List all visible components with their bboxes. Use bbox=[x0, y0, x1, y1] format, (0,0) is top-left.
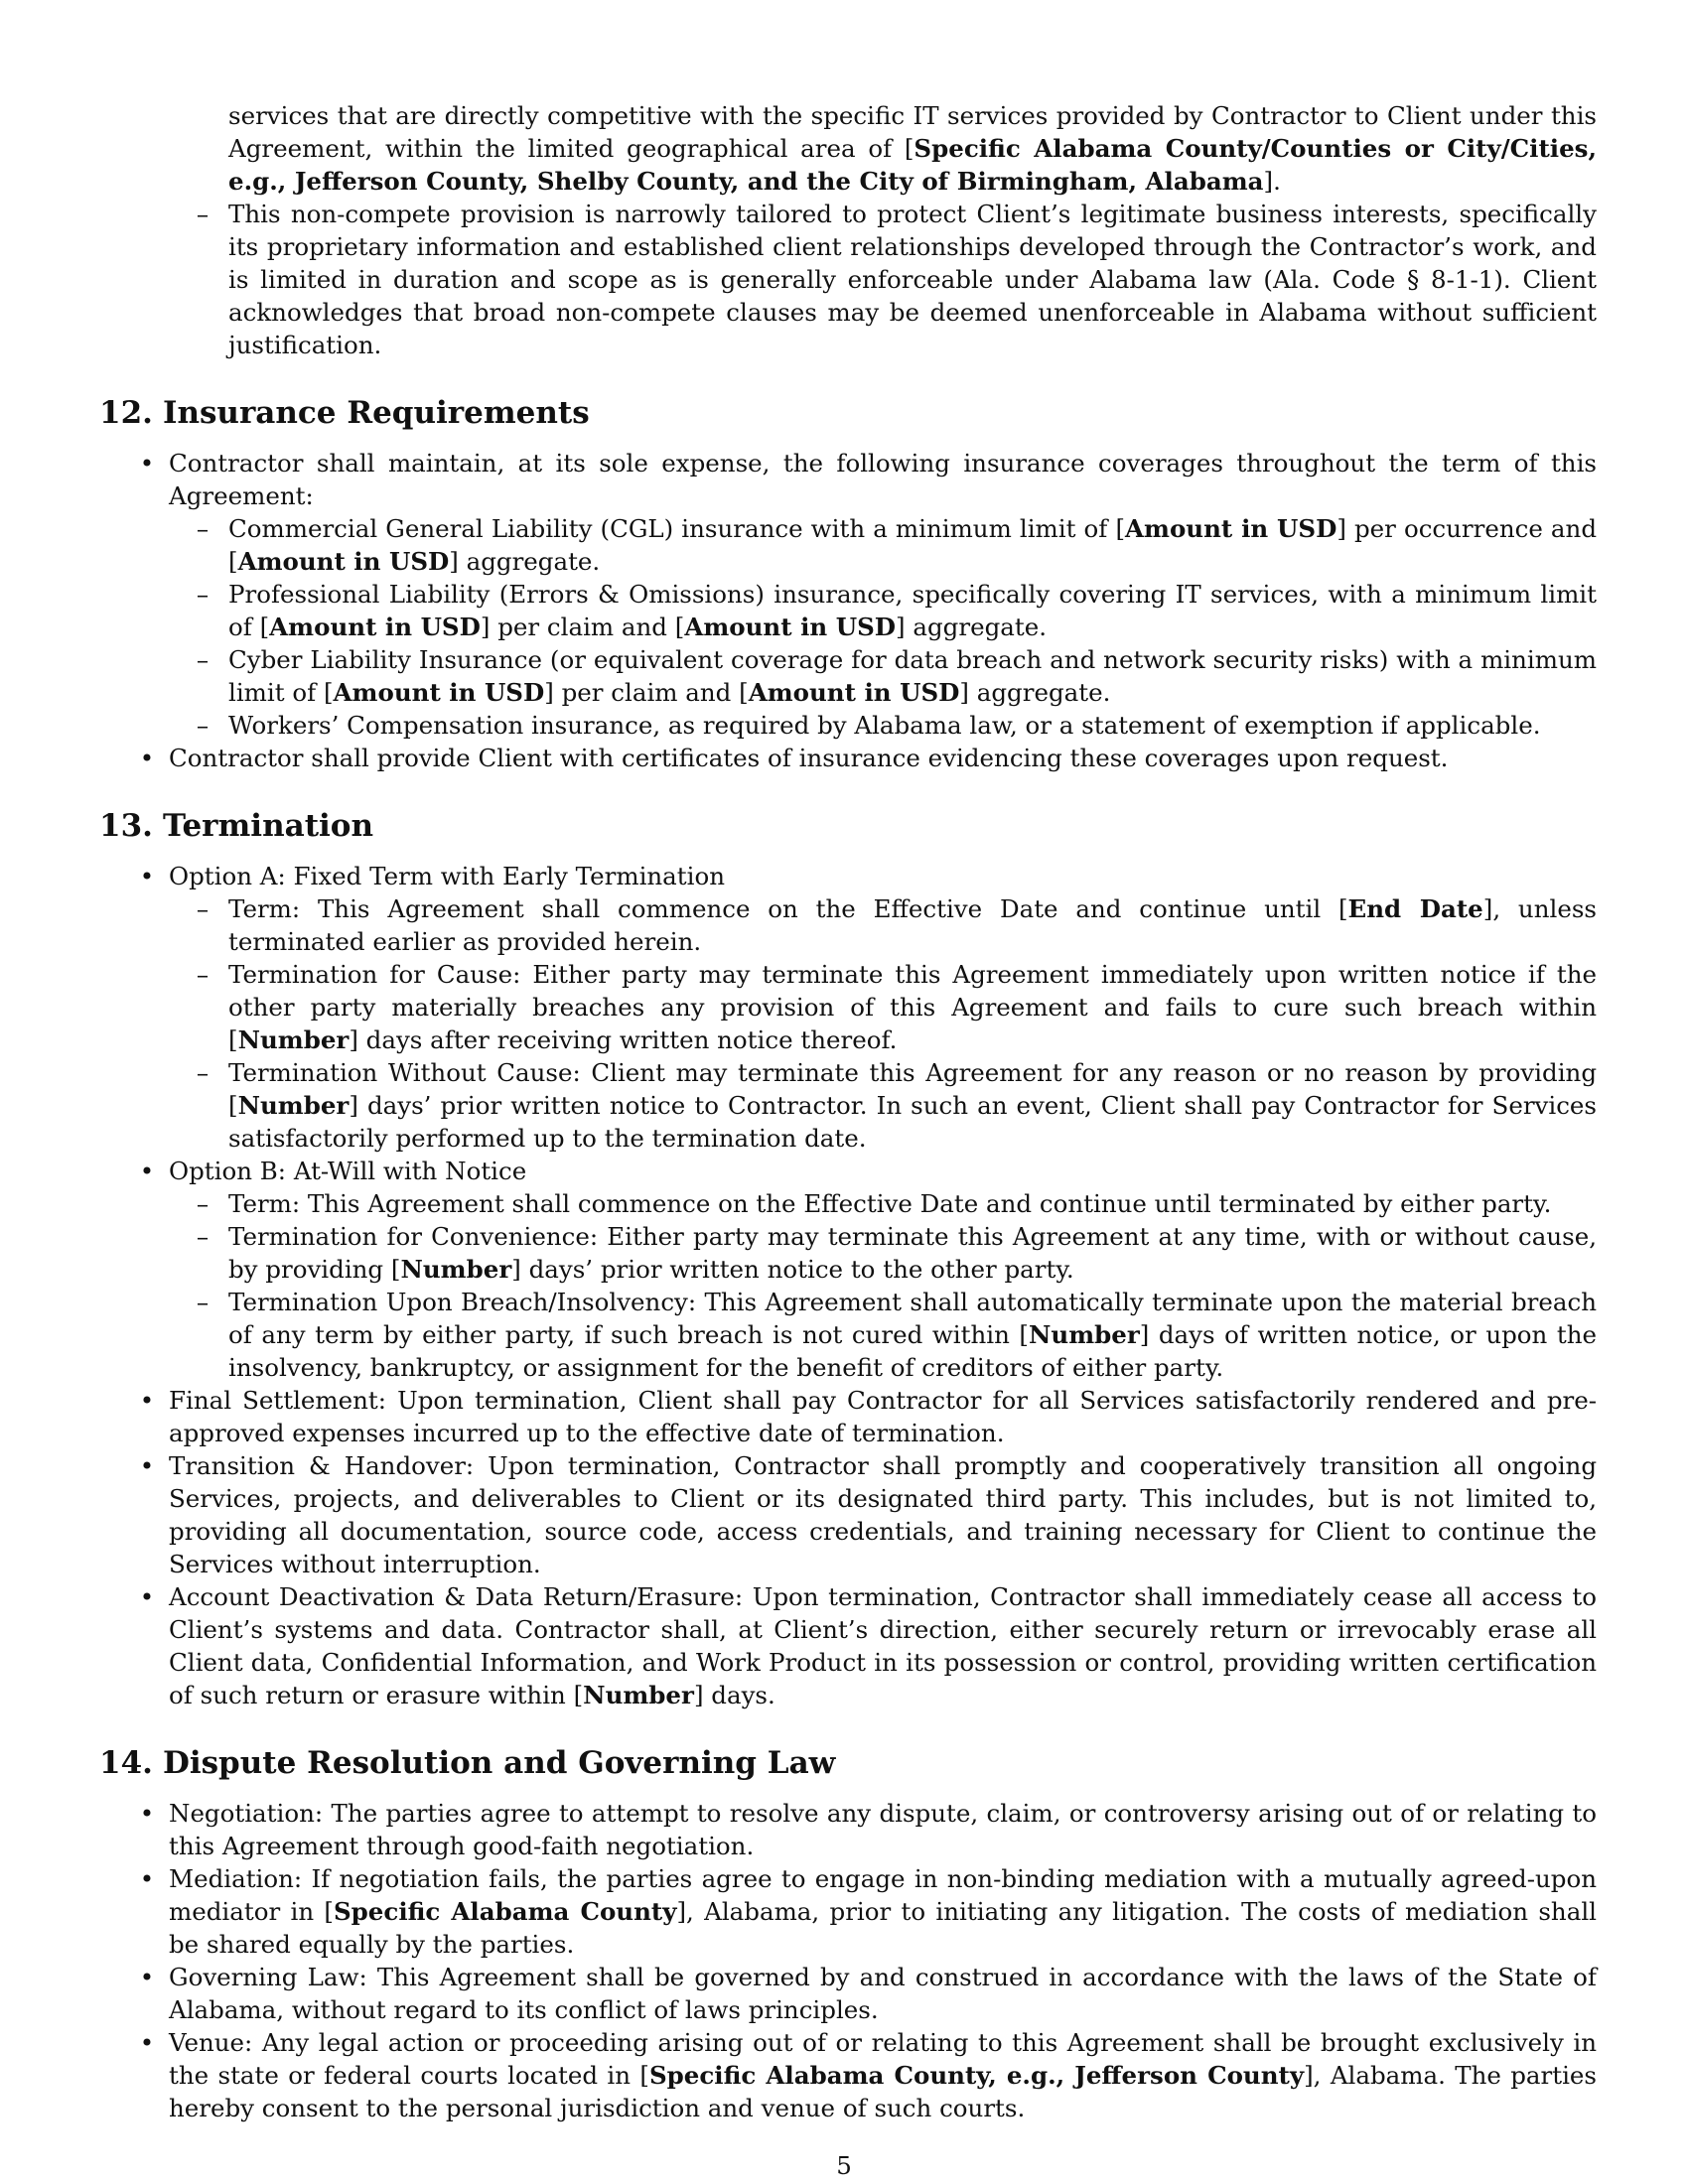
text: Professional Liability (Errors & Omissions) insurance, specifically covering IT services, with a minimum limit of [ bbox=[228, 580, 1597, 641]
section-termination bbox=[99, 806, 1597, 1711]
text: ] days. bbox=[693, 1681, 775, 1709]
bullet-marker: • bbox=[139, 1157, 155, 1185]
placeholder: Amount in USD bbox=[1125, 514, 1337, 543]
placeholder: Specific Alabama County, e.g., Jefferson County bbox=[648, 2061, 1305, 2090]
list-item bbox=[99, 742, 1597, 774]
section-dispute-resolution bbox=[99, 1743, 1597, 2124]
bullet-marker: • bbox=[139, 862, 155, 890]
text: ] aggregate. bbox=[959, 678, 1111, 707]
text: ], unless terminated earlier as provided herein. bbox=[228, 894, 1597, 956]
text: Cyber Liability Insurance (or equivalent coverage for data breach and network security risks) with a minimum limit of [ bbox=[228, 645, 1597, 707]
bullet-marker: • bbox=[139, 1963, 155, 1991]
placeholder: Number bbox=[237, 1091, 350, 1120]
text: ] per occurrence and [ bbox=[228, 514, 1597, 576]
text: Term: This Agreement shall commence on the Effective Date and continue until terminated by either party. bbox=[228, 1189, 1552, 1218]
list-item bbox=[169, 709, 1597, 742]
dash-marker: – bbox=[196, 1189, 210, 1218]
dash-marker: – bbox=[196, 1288, 210, 1316]
sub-list bbox=[169, 1187, 1597, 1384]
section-title: Termination bbox=[162, 808, 374, 844]
dash-marker: – bbox=[196, 960, 210, 989]
text: Final Settlement: Upon termination, Client shall pay Contractor for all Services satisfactorily rendered and pre-approved expenses incurred up to the effective date of termination. bbox=[169, 1386, 1597, 1447]
list-item bbox=[99, 860, 1597, 1155]
list-item bbox=[99, 1797, 1597, 1862]
list-item bbox=[99, 1155, 1597, 1384]
list-item bbox=[99, 1580, 1597, 1711]
section-title: Insurance Requirements bbox=[162, 395, 590, 431]
text: ] per claim and [ bbox=[480, 613, 685, 641]
text: ]. bbox=[1263, 167, 1281, 196]
bullet-marker: • bbox=[139, 744, 155, 772]
text: Negotiation: The parties agree to attempt to resolve any dispute, claim, or controversy arising out of or relating to this Agreement through good-faith negotiation. bbox=[169, 1799, 1597, 1860]
bullet-marker: • bbox=[139, 1799, 155, 1828]
section-heading bbox=[99, 393, 1597, 433]
text: Termination for Convenience: Either party may terminate this Agreement at any time, with or without cause, by providing [ bbox=[228, 1222, 1597, 1284]
bullet-marker: • bbox=[139, 2028, 155, 2057]
text: ] days after receiving written notice thereof. bbox=[349, 1025, 898, 1054]
dash-marker: – bbox=[196, 1222, 210, 1251]
text: Transition & Handover: Upon termination, Contractor shall promptly and cooperatively transition all ongoing Services, projects, and deliverables to Client or its designated third party. This includes, but is not limited to, providing all documentation, source code, access credentials, and training necessary for Client to continue the Services without interruption. bbox=[169, 1451, 1597, 1578]
text: Contractor shall provide Client with certificates of insurance evidencing these coverages upon request. bbox=[169, 744, 1449, 772]
list-item bbox=[169, 512, 1597, 578]
list-item bbox=[99, 1384, 1597, 1449]
placeholder: Amount in USD bbox=[237, 547, 450, 576]
noncompete-tailoring-text: This non-compete provision is narrowly tailored to protect Client’s legitimate business interests, specifically its proprietary information and established client relationships developed through the Contractor’s work, and is limited in duration and scope as is generally enforceable under Alabama law (Ala. Code § 8-1-1). Client acknowledges that broad non-compete clauses may be deemed unenforceable in Alabama without sufficient justification. bbox=[228, 200, 1597, 359]
section-insurance bbox=[99, 393, 1597, 774]
bullet-list bbox=[99, 860, 1597, 1711]
text: ] days’ prior written notice to the other party. bbox=[511, 1255, 1074, 1284]
list-item bbox=[169, 1056, 1597, 1155]
dash-marker: – bbox=[196, 894, 210, 923]
text: Workers’ Compensation insurance, as required by Alabama law, or a statement of exemption if applicable. bbox=[228, 711, 1541, 740]
bullet-marker: • bbox=[139, 449, 155, 478]
placeholder: Number bbox=[400, 1255, 512, 1284]
bullet-marker: • bbox=[139, 1386, 155, 1415]
placeholder: Amount in USD bbox=[748, 678, 960, 707]
text: Commercial General Liability (CGL) insurance with a minimum limit of [ bbox=[228, 514, 1126, 543]
text: services that are directly competitive with the specific IT services provided by Contractor to Client under this Agreement, within the limited geographical area of [ bbox=[228, 101, 1597, 163]
bullet-list bbox=[99, 1797, 1597, 2124]
text: Termination Without Cause: Client may terminate this Agreement for any reason or no reason by providing [ bbox=[228, 1058, 1597, 1120]
list-item bbox=[99, 2026, 1597, 2124]
sub-list bbox=[169, 512, 1597, 742]
placeholder: End Date bbox=[1347, 894, 1483, 923]
text: Termination for Cause: Either party may terminate this Agreement immediately upon written notice if the other party materially breaches any provision of this Agreement and fails to cure such breach within [ bbox=[228, 960, 1597, 1054]
dash-marker: – bbox=[196, 200, 210, 228]
dash-marker: – bbox=[196, 514, 210, 543]
text: ], Alabama, prior to initiating any litigation. The costs of mediation shall be shared equally by the parties. bbox=[169, 1897, 1597, 1959]
list-item bbox=[196, 198, 1597, 361]
text: Termination Upon Breach/Insolvency: This Agreement shall automatically terminate upon the material breach of any term by either party, if such breach is not cured within [ bbox=[228, 1288, 1597, 1349]
text: Governing Law: This Agreement shall be governed by and construed in accordance with the laws of the State of Alabama, without regard to its conflict of laws principles. bbox=[169, 1963, 1597, 2024]
placeholder-geographic-area: Specific Alabama County/Counties or City/Cities, e.g., Jefferson County, Shelby County, and the City of Birmingham, Alabama bbox=[228, 134, 1597, 196]
text: Account Deactivation & Data Return/Erasure: Upon termination, Contractor shall immediately cease all access to Client’s systems and data. Contractor shall, at Client’s direction, either securely return or irrevocably erase all Client data, Confidential Information, and Work Product in its possession or control, providing written certification of such return or erasure within [ bbox=[169, 1582, 1597, 1709]
text: ], Alabama. The parties hereby consent to the personal jurisdiction and venue of such courts. bbox=[169, 2061, 1598, 2122]
bullet-marker: • bbox=[139, 1451, 155, 1480]
continued-noncompete bbox=[99, 99, 1597, 361]
section-title: Dispute Resolution and Governing Law bbox=[162, 1745, 836, 1781]
text: ] aggregate. bbox=[896, 613, 1047, 641]
placeholder: Number bbox=[237, 1025, 350, 1054]
list-item bbox=[169, 578, 1597, 643]
text: Option A: Fixed Term with Early Termination bbox=[169, 862, 725, 890]
list-item bbox=[169, 958, 1597, 1056]
list-item bbox=[169, 1220, 1597, 1286]
text: ] per claim and [ bbox=[544, 678, 749, 707]
dash-marker: – bbox=[196, 1058, 210, 1087]
text: ] days of written notice, or upon the insolvency, bankruptcy, or assignment for the benefit of creditors of either party. bbox=[228, 1320, 1597, 1382]
continued-paragraph bbox=[228, 99, 1597, 198]
text: Term: This Agreement shall commence on the Effective Date and continue until [ bbox=[228, 894, 1348, 923]
page-content bbox=[99, 99, 1597, 2124]
list-item bbox=[169, 1187, 1597, 1220]
text: Venue: Any legal action or proceeding arising out of or relating to this Agreement shall be brought exclusively in the state or federal courts located in [ bbox=[169, 2028, 1597, 2090]
text: ] aggregate. bbox=[449, 547, 601, 576]
section-number: 12. bbox=[99, 395, 153, 431]
list-item bbox=[99, 447, 1597, 742]
dash-marker: – bbox=[196, 711, 210, 740]
text: Mediation: If negotiation fails, the parties agree to engage in non-binding mediation with a mutually agreed-upon mediator in [ bbox=[169, 1864, 1597, 1926]
page-number: 5 bbox=[836, 2151, 852, 2180]
text: ] days’ prior written notice to Contractor. In such an event, Client shall pay Contractor for Services satisfactorily performed up to the termination date. bbox=[228, 1091, 1597, 1153]
bullet-list bbox=[99, 447, 1597, 774]
section-heading bbox=[99, 806, 1597, 846]
list-item bbox=[99, 1862, 1597, 1961]
bullet-marker: • bbox=[139, 1582, 155, 1611]
section-number: 14. bbox=[99, 1745, 153, 1781]
list-item bbox=[99, 1449, 1597, 1580]
list-item bbox=[169, 643, 1597, 709]
placeholder: Amount in USD bbox=[333, 678, 545, 707]
dash-marker: – bbox=[196, 645, 210, 674]
bullet-marker: • bbox=[139, 1864, 155, 1893]
placeholder: Amount in USD bbox=[269, 613, 481, 641]
list-item bbox=[169, 892, 1597, 958]
text: Contractor shall maintain, at its sole expense, the following insurance coverages throughout the term of this Agreement: bbox=[169, 449, 1597, 510]
section-heading bbox=[99, 1743, 1597, 1783]
dash-marker: – bbox=[196, 580, 210, 609]
text: Option B: At-Will with Notice bbox=[169, 1157, 527, 1185]
list-item bbox=[99, 1961, 1597, 2026]
placeholder: Amount in USD bbox=[684, 613, 897, 641]
placeholder: Specific Alabama County bbox=[333, 1897, 677, 1926]
placeholder: Number bbox=[1028, 1320, 1140, 1349]
sub-list bbox=[169, 892, 1597, 1155]
list-item bbox=[169, 1286, 1597, 1384]
section-number: 13. bbox=[99, 808, 153, 844]
placeholder: Number bbox=[583, 1681, 694, 1709]
